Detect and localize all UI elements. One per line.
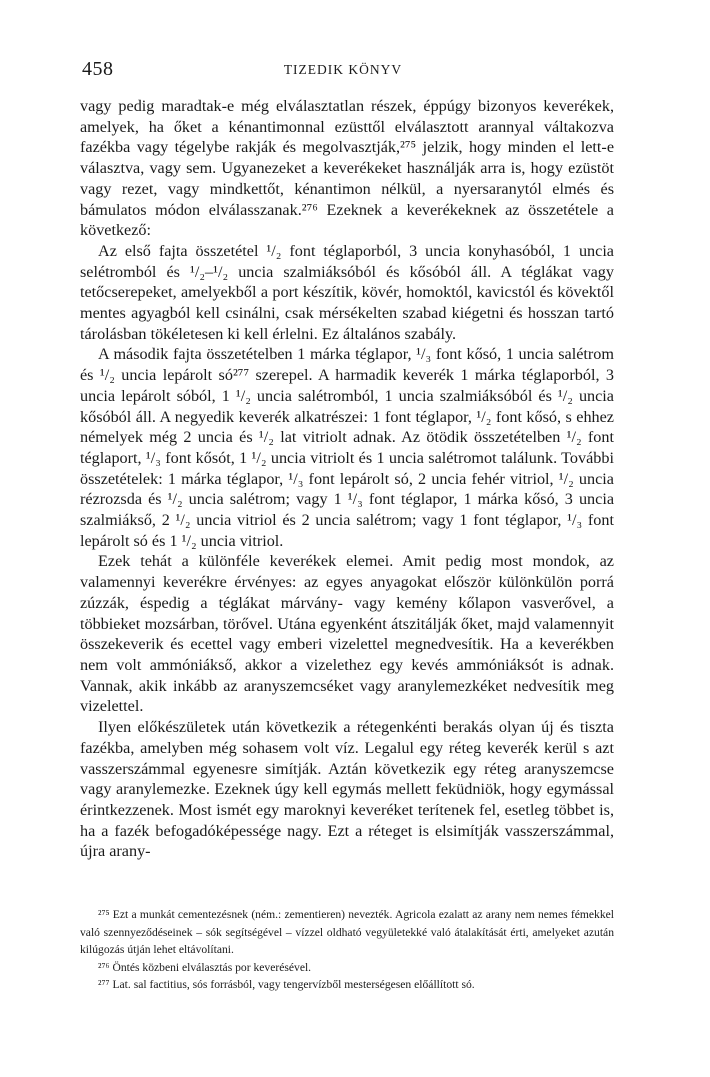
paragraph: Az első fajta összetétel ¹/₂ font téglaporból, 3 uncia konyhasóból, 1 uncia selétromból és ¹/₂–¹/₂ uncia szalmiáksóból és kősóból áll. A téglákat vagy tetőcserepeket, amelyekből a port készítik, kövér, homoktól, kavicstól és kövektől mentes agyagból kell csinálni, csak mérsékelten szabad kiégetni és hosszan tartó tárolásban tökéletesen ki kell érlelni. Ez általános szabály. — [80, 241, 614, 343]
page-number: 458 — [82, 58, 114, 80]
paragraph: A második fajta összetételben 1 márka téglapor, ¹/₃ font kősó, 1 uncia salétrom és ¹/₂ uncia lepárolt só²⁷⁷ szerepel. A harmadik keverék 1 márka téglaporból, 3 uncia lepárolt sóból, 1 ¹/₂ uncia salétromból, 1 uncia szalmiáksóból és ¹/₂ uncia kősóból áll. A negyedik keverék alkatrészei: 1 font téglapor, ¹/₂ font kősó, s ehhez némelyek még 2 uncia és ¹/₂ lat vitriolt adnak. Az ötödik összetételben ¹/₂ font téglaport, ¹/₃ font kősót, 1 ¹/₂ uncia vitriolt és 1 uncia salétromot találunk. További összetételek: 1 márka téglapor, ¹/₃ font lepárolt só, 2 uncia fehér vitriol, ¹/₂ uncia rézrozsda és ¹/₂ uncia salétrom; vagy 1 ¹/₃ font téglapor, 1 márka kősó, 3 uncia szalmiákső, 2 ¹/₂ uncia vitriol és 2 uncia salétrom; vagy 1 font téglapor, ¹/₃ font lepárolt só és 1 ¹/₂ uncia vitriol. — [80, 345, 614, 550]
page-header — [82, 58, 604, 82]
paragraph-continuation: vagy pedig maradtak-e még elválasztatlan részek, éppúgy bizonyos keverékek, amelyek, ha őket a kénantimonnal ezüsttől elválasztott arannyal váltakozva fazékba vagy tégelybe rakják és megolvasztják,²⁷⁵ jelzik, hogy minden el lett-e választva, vagy sem. Ugyanezeket a keverékeket használják arra is, hogy ezüstöt vagy rezet, vagy mindkettőt, kénantimon nélkül, a nyersaranytól elmés és bámulatos módon elválasszanak.²⁷⁶ Ezeknek a keverékeknek az összetétele a következő: — [80, 97, 614, 240]
running-head: TIZEDIK KÖNYV — [283, 62, 403, 77]
paragraph: Ezek tehát a különféle keverékek elemei. Amit pedig most mondok, az valamennyi keverékre érvényes: az egyes anyagokat először különkülön porrá zúzzák, éspedig a téglákat márvány- vagy kemény kőlapon vasverővel, a többieket mozsárban, törővel. Utána egyenként átszitálják őket, majd valamennyit összekeverik és ecettel vagy emberi vizelettel megnedvesítik. Ha a keverékben nem volt ammóniákső, akkor a vizelethez egy kevés ammóniáksót is adnak. Vannak, akik inkább az aranyszemcséket vagy aranylemezkéket nedvesítik meg vizelettel. — [80, 552, 614, 716]
footnotes — [80, 906, 614, 994]
paragraph: Ilyen előkészületek után következik a rétegenkénti berakás olyan új és tiszta fazékba, amelyben még sohasem volt víz. Legalul egy réteg keverék kerül s azt vasszerszámmal egyenesre simítják. Aztán következik egy réteg aranyszemcse vagy aranylemezke. Ezeknek úgy kell egymás mellett feküdniök, hogy egymással érintkezzenek. Most ismét egy maroknyi keveréket terítenek fel, esetleg többet is, ha a fazék befogadóképessége nagy. Ezt a réteget is elsimítják vasszerszámmal, újra arany- — [80, 718, 614, 861]
body-text — [80, 96, 614, 862]
footnote-277: ²⁷⁷ Lat. sal factitius, sós forrásból, vagy tengervízből mesterségesen előállított só. — [98, 978, 475, 992]
footnote-275: ²⁷⁵ Ezt a munkát cementezésnek (ném.: zementieren) nevezték. Agricola ezalatt az arany nem nemes fémekkel való szennyeződéseinek – sók segítségével – vízzel oldható vegyületekké való átalakítását érti, amelyeket azután kilúgozás útján lehet eltávolítani. — [80, 908, 614, 957]
footnote-276: ²⁷⁶ Öntés közbeni elválasztás por keverésével. — [98, 960, 312, 974]
